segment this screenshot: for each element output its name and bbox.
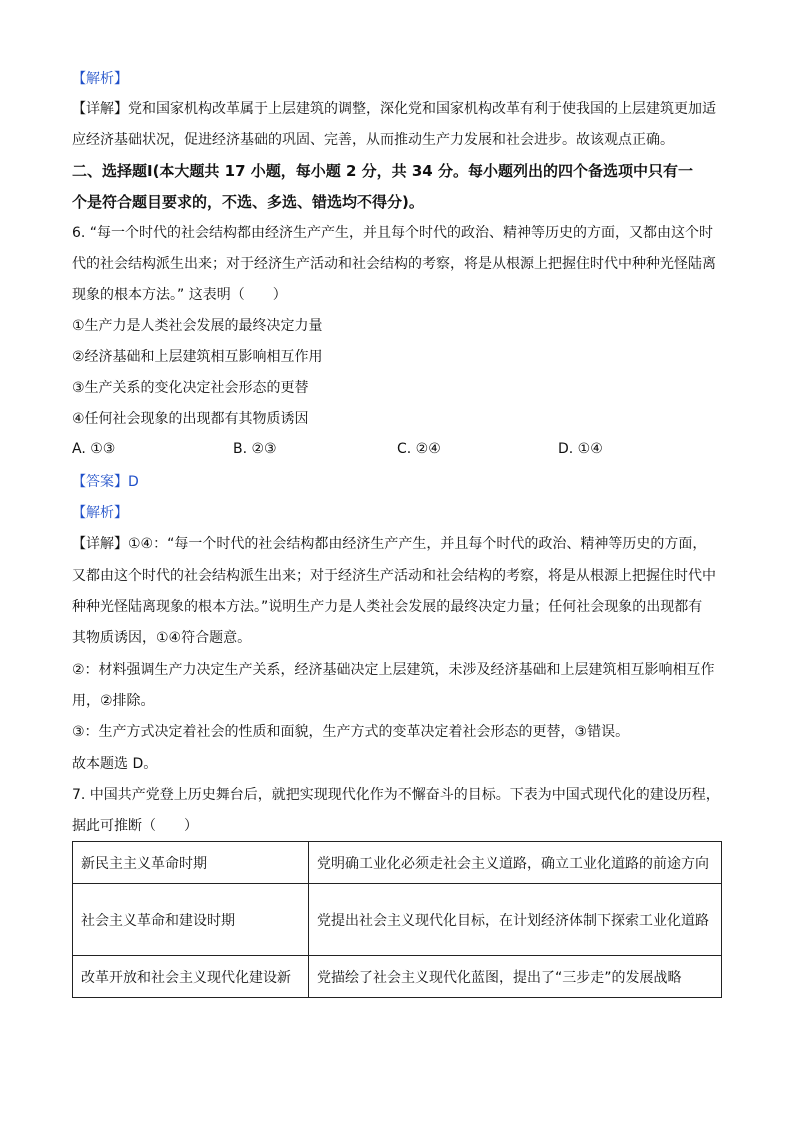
question-7-stem: 7. 中国共产党登上历史舞台后，就把实现现代化作为不懈奋斗的目标。下表为中国式现代化的建设历程， xyxy=(72,787,720,803)
table-row xyxy=(73,842,722,884)
section-heading: 二、选择题Ⅰ(本大题共 17 小题，每小题 2 分，共 34 分。每小题列出的四个备选项中只有一 xyxy=(72,162,693,180)
question-6-stem: 6. “每一个时代的社会结构都由经济生产产生，并且每个时代的政治、精神等历史的方面，又都由这个时 xyxy=(72,225,714,241)
statement-item: ②经济基础和上层建筑相互影响相互作用 xyxy=(72,349,323,365)
analysis-heading-1: 【解析】 xyxy=(72,71,128,87)
table-cell-description: 党描绘了社会主义现代化蓝图，提出了“三步走”的发展战略 xyxy=(309,956,722,998)
detail-paragraph-line: 【详解】党和国家机构改革属于上层建筑的调整，深化党和国家机构改革有利于使我国的上层建筑更加适 xyxy=(72,101,716,117)
statement-item: ③生产关系的变化决定社会形态的更替 xyxy=(72,380,309,396)
history-table xyxy=(72,841,722,998)
detail-paragraph-line: 用，②排除。 xyxy=(72,693,155,709)
answer-line: 【答案】D xyxy=(72,474,139,490)
option-b: B. ②③ xyxy=(233,441,277,457)
conclusion-line: 故本题选 D。 xyxy=(72,756,158,772)
table-cell-period: 社会主义革命和建设时期 xyxy=(73,884,309,956)
answer-options xyxy=(72,441,722,461)
detail-paragraph-line: 【详解】①④：“每一个时代的社会结构都由经济生产产生，并且每个时代的政治、精神等历史的方面， xyxy=(72,536,707,552)
option-a: A. ①③ xyxy=(72,441,116,457)
statement-item: ④任何社会现象的出现都有其物质诱因 xyxy=(72,411,309,427)
table-row xyxy=(73,956,722,998)
table-cell-description: 党明确工业化必须走社会主义道路，确立工业化道路的前途方向 xyxy=(309,842,722,884)
detail-paragraph-line: 种种光怪陆离现象的根本方法。”说明生产力是人类社会发展的最终决定力量；任何社会现象的出现都有 xyxy=(72,599,703,615)
analysis-heading-2: 【解析】 xyxy=(72,505,128,521)
table-cell-description: 党提出社会主义现代化目标，在计划经济体制下探索工业化道路 xyxy=(309,884,722,956)
detail-paragraph-line: ②：材料强调生产力决定生产关系，经济基础决定上层建筑，未涉及经济基础和上层建筑相互影响相互作 xyxy=(72,662,715,678)
question-6-stem: 现象的根本方法。” 这表明（ ） xyxy=(72,287,287,303)
section-heading: 个是符合题目要求的，不选、多选、错选均不得分)。 xyxy=(72,193,424,211)
option-c: C. ②④ xyxy=(397,441,441,457)
question-7-stem: 据此可推断（ ） xyxy=(72,818,198,834)
table-cell-period: 新民主主义革命时期 xyxy=(73,842,309,884)
statement-item: ①生产力是人类社会发展的最终决定力量 xyxy=(72,318,323,334)
table-cell-period: 改革开放和社会主义现代化建设新 xyxy=(73,956,309,998)
table-row xyxy=(73,884,722,956)
detail-paragraph-line: ③：生产方式决定着社会的性质和面貌，生产方式的变革决定着社会形态的更替，③错误。 xyxy=(72,724,630,740)
question-6-stem: 代的社会结构派生出来；对于经济生产活动和社会结构的考察，将是从根源上把握住时代中种种光怪陆离 xyxy=(72,256,716,272)
detail-paragraph-line: 又都由这个时代的社会结构派生出来；对于经济生产活动和社会结构的考察，将是从根源上把握住时代中 xyxy=(72,568,716,584)
detail-paragraph-line: 其物质诱因，①④符合题意。 xyxy=(72,630,252,646)
option-d: D. ①④ xyxy=(558,441,603,457)
detail-paragraph-line: 应经济基础状况，促进经济基础的巩固、完善，从而推动生产力发展和社会进步。故该观点正确。 xyxy=(72,132,674,148)
